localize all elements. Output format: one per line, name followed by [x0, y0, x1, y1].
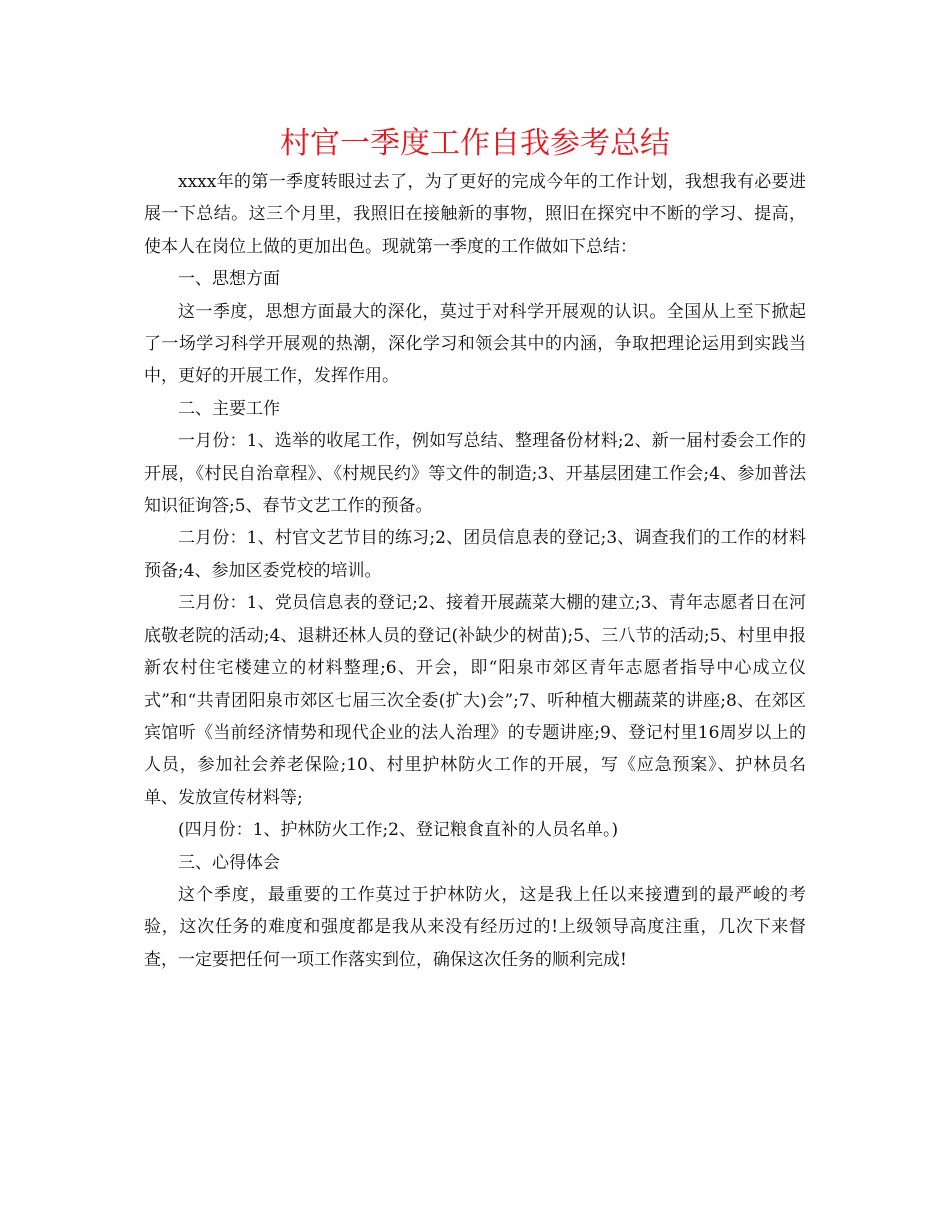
section-heading-thought: 一、思想方面 [178, 269, 280, 290]
february-paragraph: 二月份：1、村官文艺节目的练习;2、团员信息表的登记;3、调查我们的工作的材料预备;4、参加区委党校的培训。 [144, 528, 806, 581]
document-body [144, 166, 806, 976]
document-title: 村官一季度工作自我参考总结 [280, 126, 670, 161]
january-paragraph: 一月份：1、选举的收尾工作，例如写总结、整理备份材料;2、新一届村委会工作的开展，《村民自治章程》、《村规民约》等文件的制造;3、开基层团建工作会;4、参加普法知识征询答;5、春节文艺工作的预备。 [144, 431, 806, 517]
experience-paragraph: 这个季度，最重要的工作莫过于护林防火，这是我上任以来接遭到的最严峻的考验，这次任务的难度和强度都是我从来没有经历过的!上级领导高度注重，几次下来督查，一定要把任何一项工作落实到位，确保这次任务的顺利完成! [144, 884, 806, 970]
section-heading-work: 二、主要工作 [178, 398, 280, 419]
thought-paragraph: 这一季度，思想方面最大的深化，莫过于对科学开展观的认识。全国从上至下掀起了一场学习科学开展观的热潮，深化学习和领会其中的内涵，争取把理论运用到实践当中，更好的开展工作，发挥作用。 [144, 301, 806, 387]
section-heading-experience: 三、心得体会 [178, 852, 280, 873]
intro-paragraph: xxxx年的第一季度转眼过去了，为了更好的完成今年的工作计划，我想我有必要进展一下总结。这三个月里，我照旧在接触新的事物，照旧在探究中不断的学习、提高，使本人在岗位上做的更加出色。现就第一季度的工作做如下总结： [144, 172, 806, 257]
april-paragraph: (四月份：1、护林防火工作;2、登记粮食直补的人员名单。) [178, 820, 619, 841]
march-paragraph: 三月份：1、党员信息表的登记;2、接着开展蔬菜大棚的建立;3、青年志愿者日在河底敬老院的活动;4、退耕还林人员的登记(补缺少的树苗);5、三八节的活动;5、村里申报新农村住宅楼建立的材料整理;6、开会，即“阳泉市郊区青年志愿者指导中心成立仪式”和“共青团阳泉市郊区七届三次全委(扩大)会”;7、听种植大棚蔬菜的讲座;8、在郊区宾馆听《当前经济情势和现代企业的法人治理》的专题讲座;9、登记村里16周岁以上的人员，参加社会养老保险;10、村里护林防火工作的开展，写《应急预案》、护林员名单、发放宣传材料等; [144, 593, 806, 808]
